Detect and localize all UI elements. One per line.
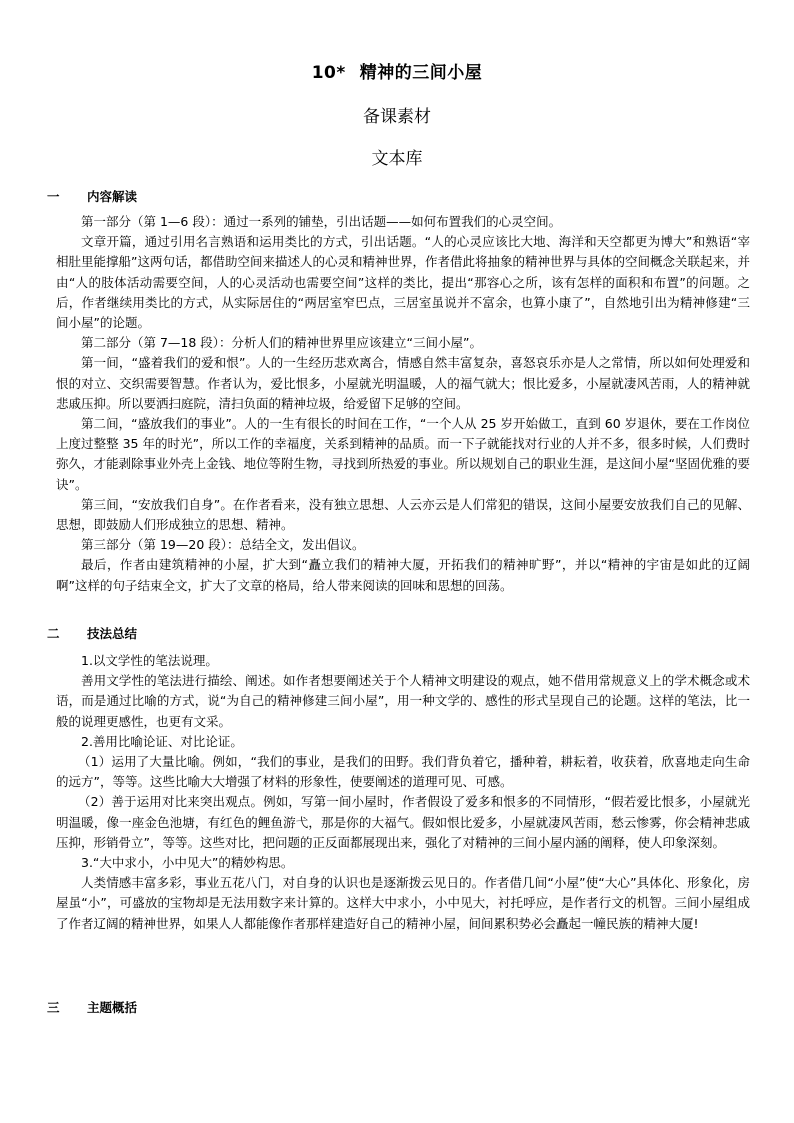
subtitle-library: 文本库 <box>371 149 423 169</box>
section-body-1 <box>56 212 750 596</box>
section-number: 二 <box>47 626 60 641</box>
paragraph: 第三部分（第 19—20 段）：总结全文，发出倡议。 <box>81 537 365 553</box>
paragraph: 第一部分（第 1—6 段）：通过一系列的铺垫，引出话题——如何布置我们的心灵空间。 <box>81 214 562 229</box>
paragraph: 善用文学性的笔法进行描绘、阐述。如作者想要阐述关于个人精神文明建设的观点，她不借用常规意义上的学术概念或术语，而是通过比喻的方式，说“为自己的精神修建三间小屋”，用一种文学的、感性的形式呈现自己的论题。这样的笔法，比一般的说理更感性，也更有文采。 <box>56 673 750 729</box>
section-number: 三 <box>47 1000 60 1015</box>
lesson-title <box>0 58 794 83</box>
paragraph: 第三间，“安放我们自身”。在作者看来，没有独立思想、人云亦云是人们常犯的错误，这间小屋要安放我们自己的见解、思想，即鼓励人们形成独立的思想、精神。 <box>56 496 750 533</box>
section-title: 主题概括 <box>87 1000 138 1015</box>
paragraph: 2.善用比喻论证、对比论证。 <box>81 733 243 749</box>
paragraph: 第一间，“盛着我们的爱和恨”。人的一生经历悲欢离合，情感自然丰富复杂，喜怒哀乐亦是人之常情，所以如何处理爱和恨的对立、交织需要智慧。作者认为，爱比恨多，小屋就光明温暖，人的福气就大；恨比爱多，小屋就凄风苦雨，人的精神就悲戚压抑。所以要洒扫庭院，清扫负面的精神垃圾，给爱留下足够的空间。 <box>56 355 750 411</box>
paragraph: 1.以文学性的笔法说理。 <box>81 653 218 668</box>
section-title: 技法总结 <box>87 626 138 641</box>
paragraph: （2）善于运用对比来突出观点。例如，写第一间小屋时，作者假设了爱多和恨多的不同情形，“假若爱比恨多，小屋就光明温暖，像一座金色池塘，有红色的鲤鱼游弋，那是你的大福气。假如恨比爱多，小屋就凄风苦雨，愁云惨雾，你会精神悲戚压抑，形销骨立”，等等。这些对比，把问题的正反面都展现出来，强化了对精神的三间小屋内涵的阐释，使人印象深刻。 <box>56 794 750 850</box>
section-heading-3 <box>47 998 137 1016</box>
paragraph: 第二间，“盛放我们的事业”。人的一生有很长的时间在工作，“一个人从 25 岁开始做工，直到 60 岁退休，要在工作岗位上度过整整 35 年的时光”，所以工作的幸福度，关系到精神的品质。而一下子就能找对行业的人并不多，很多时候，人们费时弥久，才能剥除事业外壳上金钱、地位等附生物，寻找到所热爱的事业。所以规划自己的职业生涯，是这间小屋“坚固优雅的要诀”。 <box>56 416 750 492</box>
paragraph: （1）运用了大量比喻。例如，“我们的事业，是我们的田野。我们背负着它，播种着，耕耘着，收获着，欣喜地走向生命的远方”，等等。这些比喻大大增强了材料的形象性，使要阐述的道理可见、可感。 <box>56 754 750 790</box>
paragraph: 最后，作者由建筑精神的小屋，扩大到“矗立我们的精神大厦，开拓我们的精神旷野”，并以“精神的宇宙是如此的辽阔啊”这样的句子结束全文，扩大了文章的格局，给人带来阅读的回味和思想的回荡。 <box>56 557 750 593</box>
lesson-number: 10* <box>311 63 346 83</box>
subtitle: 备课素材 <box>363 107 431 127</box>
paragraph: 3.“大中求小，小中见大”的精妙构思。 <box>81 855 294 871</box>
section-heading-1 <box>47 187 137 205</box>
lesson-title-text: 精神的三间小屋 <box>359 63 483 83</box>
paragraph: 第二部分（第 7—18 段）：分析人们的精神世界里应该建立“三间小屋”。 <box>81 335 483 351</box>
paragraph: 人类情感丰富多彩，事业五花八门，对自身的认识也是逐渐拨云见日的。作者借几间“小屋”使“大心”具体化、形象化，房屋虽“小”，可盛放的宝物却是无法用数字来计算的。这样大中求小，小中见大，衬托呼应，是作者行文的机智。三间小屋组成了作者辽阔的精神世界，如果人人都能像作者那样建造好自己的精神小屋，间间累积势必会矗起一幢民族的精神大厦! <box>56 875 750 931</box>
section-title: 内容解读 <box>87 189 138 204</box>
paragraph: 文章开篇，通过引用名言熟语和运用类比的方式，引出话题。“人的心灵应该比大地、海洋和天空都更为博大”和熟语“宰相肚里能撑船”这两句话，都借助空间来描述人的心灵和精神世界，作者借此将抽象的精神世界与具体的空间概念关联起来，并由“人的肢体活动需要空间，人的心灵活动也需要空间”这样的类比，提出“那容心之所，该有怎样的面积和布置”的问题。之后，作者继续用类比的方式，从实际居住的“两居室窄巴点，三居室虽说并不富余，也算小康了”，自然地引出为精神修建“三间小屋”的论题。 <box>56 234 750 331</box>
section-heading-2 <box>47 624 137 642</box>
section-body-2 <box>56 651 750 934</box>
section-number: 一 <box>47 189 60 204</box>
